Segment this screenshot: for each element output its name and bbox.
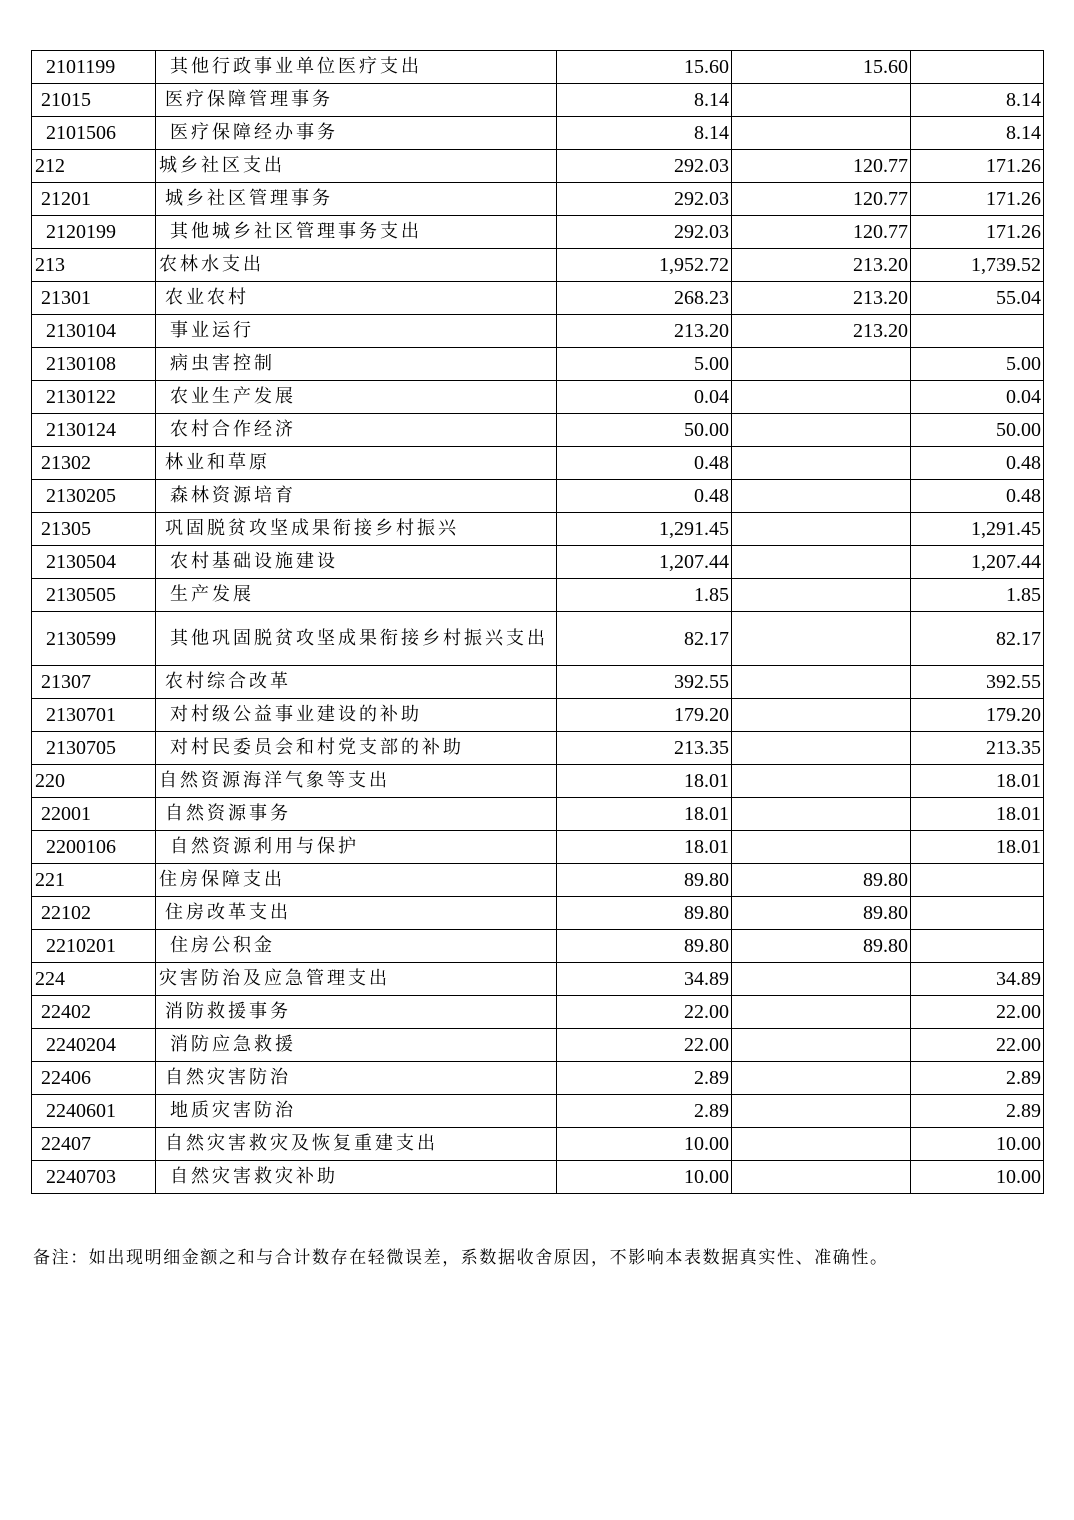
subject-name-cell: 灾害防治及应急管理支出 [156, 963, 557, 996]
subject-name-cell: 自然资源事务 [156, 798, 557, 831]
table-row [32, 666, 1044, 699]
subject-name-cell: 其他城乡社区管理事务支出 [156, 216, 557, 249]
project-expenditure-cell [911, 315, 1044, 348]
project-expenditure-cell: 34.89 [911, 963, 1044, 996]
total-amount-cell: 15.60 [557, 51, 732, 84]
table-body [32, 51, 1044, 1194]
total-amount-cell: 82.17 [557, 612, 732, 666]
subject-code-cell: 22407 [32, 1128, 156, 1161]
subject-code-cell: 2210201 [32, 930, 156, 963]
total-amount-cell: 292.03 [557, 150, 732, 183]
subject-code-cell: 2130122 [32, 381, 156, 414]
subject-name-cell: 消防应急救援 [156, 1029, 557, 1062]
table-row [32, 996, 1044, 1029]
basic-expenditure-cell [732, 546, 911, 579]
subject-code-cell: 21201 [32, 183, 156, 216]
subject-name-cell: 其他巩固脱贫攻坚成果衔接乡村振兴支出 [156, 612, 557, 666]
basic-expenditure-cell: 213.20 [732, 249, 911, 282]
subject-code-cell: 21307 [32, 666, 156, 699]
project-expenditure-cell: 5.00 [911, 348, 1044, 381]
total-amount-cell: 179.20 [557, 699, 732, 732]
basic-expenditure-cell [732, 798, 911, 831]
project-expenditure-cell [911, 51, 1044, 84]
project-expenditure-cell [911, 864, 1044, 897]
table-row [32, 765, 1044, 798]
total-amount-cell: 1,291.45 [557, 513, 732, 546]
table-row [32, 513, 1044, 546]
total-amount-cell: 34.89 [557, 963, 732, 996]
table-row [32, 864, 1044, 897]
total-amount-cell: 392.55 [557, 666, 732, 699]
project-expenditure-cell: 18.01 [911, 831, 1044, 864]
basic-expenditure-cell [732, 381, 911, 414]
project-expenditure-cell: 2.89 [911, 1095, 1044, 1128]
project-expenditure-cell: 22.00 [911, 1029, 1044, 1062]
total-amount-cell: 213.35 [557, 732, 732, 765]
basic-expenditure-cell [732, 348, 911, 381]
basic-expenditure-cell: 120.77 [732, 183, 911, 216]
project-expenditure-cell: 213.35 [911, 732, 1044, 765]
project-expenditure-cell: 179.20 [911, 699, 1044, 732]
subject-code-cell: 21015 [32, 84, 156, 117]
total-amount-cell: 10.00 [557, 1128, 732, 1161]
subject-name-cell: 生产发展 [156, 579, 557, 612]
total-amount-cell: 2.89 [557, 1062, 732, 1095]
subject-code-cell: 2240601 [32, 1095, 156, 1128]
basic-expenditure-cell [732, 666, 911, 699]
project-expenditure-cell: 8.14 [911, 84, 1044, 117]
project-expenditure-cell: 1,739.52 [911, 249, 1044, 282]
project-expenditure-cell: 171.26 [911, 216, 1044, 249]
table-row [32, 612, 1044, 666]
table-row [32, 414, 1044, 447]
footnote: 备注：如出现明细金额之和与合计数存在轻微误差，系数据收舍原因，不影响本表数据真实性、准确性。 [33, 1248, 889, 1268]
table-row [32, 216, 1044, 249]
total-amount-cell: 0.04 [557, 381, 732, 414]
basic-expenditure-cell [732, 996, 911, 1029]
basic-expenditure-cell [732, 699, 911, 732]
subject-name-cell: 自然资源利用与保护 [156, 831, 557, 864]
project-expenditure-cell [911, 930, 1044, 963]
project-expenditure-cell: 171.26 [911, 150, 1044, 183]
basic-expenditure-cell [732, 765, 911, 798]
basic-expenditure-cell: 89.80 [732, 864, 911, 897]
table-row [32, 897, 1044, 930]
basic-expenditure-cell [732, 963, 911, 996]
subject-name-cell: 巩固脱贫攻坚成果衔接乡村振兴 [156, 513, 557, 546]
basic-expenditure-cell [732, 1128, 911, 1161]
project-expenditure-cell: 22.00 [911, 996, 1044, 1029]
table-row [32, 183, 1044, 216]
subject-name-cell: 农林水支出 [156, 249, 557, 282]
subject-code-cell: 212 [32, 150, 156, 183]
subject-code-cell: 2200106 [32, 831, 156, 864]
subject-name-cell: 森林资源培育 [156, 480, 557, 513]
table-row [32, 381, 1044, 414]
table-row [32, 1062, 1044, 1095]
project-expenditure-cell: 1,291.45 [911, 513, 1044, 546]
table-row [32, 447, 1044, 480]
subject-code-cell: 22102 [32, 897, 156, 930]
subject-code-cell: 224 [32, 963, 156, 996]
table-row [32, 1095, 1044, 1128]
subject-code-cell: 2130205 [32, 480, 156, 513]
table-row [32, 732, 1044, 765]
subject-code-cell: 2130104 [32, 315, 156, 348]
basic-expenditure-cell: 15.60 [732, 51, 911, 84]
project-expenditure-cell: 55.04 [911, 282, 1044, 315]
total-amount-cell: 0.48 [557, 480, 732, 513]
basic-expenditure-cell [732, 612, 911, 666]
table-row [32, 798, 1044, 831]
subject-name-cell: 地质灾害防治 [156, 1095, 557, 1128]
subject-code-cell: 21305 [32, 513, 156, 546]
total-amount-cell: 89.80 [557, 930, 732, 963]
total-amount-cell: 22.00 [557, 1029, 732, 1062]
subject-name-cell: 病虫害控制 [156, 348, 557, 381]
table-row [32, 546, 1044, 579]
project-expenditure-cell: 82.17 [911, 612, 1044, 666]
subject-name-cell: 自然灾害救灾补助 [156, 1161, 557, 1194]
project-expenditure-cell: 50.00 [911, 414, 1044, 447]
basic-expenditure-cell [732, 831, 911, 864]
subject-code-cell: 2130701 [32, 699, 156, 732]
project-expenditure-cell: 8.14 [911, 117, 1044, 150]
basic-expenditure-cell [732, 480, 911, 513]
subject-code-cell: 2240204 [32, 1029, 156, 1062]
table-row [32, 150, 1044, 183]
total-amount-cell: 10.00 [557, 1161, 732, 1194]
basic-expenditure-cell: 213.20 [732, 315, 911, 348]
total-amount-cell: 8.14 [557, 117, 732, 150]
project-expenditure-cell: 18.01 [911, 798, 1044, 831]
total-amount-cell: 292.03 [557, 216, 732, 249]
basic-expenditure-cell [732, 84, 911, 117]
subject-name-cell: 住房公积金 [156, 930, 557, 963]
subject-name-cell: 农村基础设施建设 [156, 546, 557, 579]
project-expenditure-cell: 1,207.44 [911, 546, 1044, 579]
subject-name-cell: 农业农村 [156, 282, 557, 315]
basic-expenditure-cell: 120.77 [732, 150, 911, 183]
subject-code-cell: 221 [32, 864, 156, 897]
table-row [32, 831, 1044, 864]
subject-name-cell: 城乡社区支出 [156, 150, 557, 183]
table-row [32, 84, 1044, 117]
table-row [32, 1128, 1044, 1161]
subject-code-cell: 2130705 [32, 732, 156, 765]
basic-expenditure-cell [732, 1095, 911, 1128]
project-expenditure-cell: 0.48 [911, 480, 1044, 513]
total-amount-cell: 1.85 [557, 579, 732, 612]
total-amount-cell: 18.01 [557, 798, 732, 831]
subject-name-cell: 住房保障支出 [156, 864, 557, 897]
subject-code-cell: 2130599 [32, 612, 156, 666]
subject-name-cell: 事业运行 [156, 315, 557, 348]
total-amount-cell: 0.48 [557, 447, 732, 480]
total-amount-cell: 8.14 [557, 84, 732, 117]
table-row [32, 117, 1044, 150]
total-amount-cell: 50.00 [557, 414, 732, 447]
table-row [32, 963, 1044, 996]
subject-name-cell: 医疗保障经办事务 [156, 117, 557, 150]
table-row [32, 930, 1044, 963]
subject-name-cell: 住房改革支出 [156, 897, 557, 930]
basic-expenditure-cell [732, 513, 911, 546]
subject-code-cell: 2130504 [32, 546, 156, 579]
total-amount-cell: 89.80 [557, 897, 732, 930]
subject-code-cell: 2101199 [32, 51, 156, 84]
subject-code-cell: 2120199 [32, 216, 156, 249]
total-amount-cell: 5.00 [557, 348, 732, 381]
project-expenditure-cell: 2.89 [911, 1062, 1044, 1095]
total-amount-cell: 89.80 [557, 864, 732, 897]
total-amount-cell: 22.00 [557, 996, 732, 1029]
basic-expenditure-cell [732, 414, 911, 447]
subject-code-cell: 2130505 [32, 579, 156, 612]
table-row [32, 579, 1044, 612]
project-expenditure-cell: 10.00 [911, 1161, 1044, 1194]
subject-code-cell: 213 [32, 249, 156, 282]
project-expenditure-cell: 18.01 [911, 765, 1044, 798]
table-row [32, 315, 1044, 348]
total-amount-cell: 292.03 [557, 183, 732, 216]
table-row [32, 480, 1044, 513]
subject-code-cell: 22406 [32, 1062, 156, 1095]
subject-code-cell: 22402 [32, 996, 156, 1029]
subject-name-cell: 农村综合改革 [156, 666, 557, 699]
table-row [32, 1029, 1044, 1062]
subject-name-cell: 对村级公益事业建设的补助 [156, 699, 557, 732]
subject-code-cell: 22001 [32, 798, 156, 831]
subject-name-cell: 消防救援事务 [156, 996, 557, 1029]
basic-expenditure-cell [732, 1161, 911, 1194]
total-amount-cell: 2.89 [557, 1095, 732, 1128]
subject-code-cell: 2101506 [32, 117, 156, 150]
subject-code-cell: 2240703 [32, 1161, 156, 1194]
subject-name-cell: 林业和草原 [156, 447, 557, 480]
subject-name-cell: 自然资源海洋气象等支出 [156, 765, 557, 798]
subject-name-cell: 农业生产发展 [156, 381, 557, 414]
subject-name-cell: 其他行政事业单位医疗支出 [156, 51, 557, 84]
basic-expenditure-cell [732, 117, 911, 150]
table-row [32, 1161, 1044, 1194]
project-expenditure-cell: 1.85 [911, 579, 1044, 612]
subject-code-cell: 2130124 [32, 414, 156, 447]
basic-expenditure-cell: 120.77 [732, 216, 911, 249]
project-expenditure-cell: 0.48 [911, 447, 1044, 480]
table-row [32, 282, 1044, 315]
table-row [32, 348, 1044, 381]
total-amount-cell: 268.23 [557, 282, 732, 315]
basic-expenditure-cell [732, 447, 911, 480]
subject-name-cell: 对村民委员会和村党支部的补助 [156, 732, 557, 765]
subject-name-cell: 自然灾害防治 [156, 1062, 557, 1095]
basic-expenditure-cell [732, 1029, 911, 1062]
project-expenditure-cell: 392.55 [911, 666, 1044, 699]
expenditure-table [31, 50, 1044, 1194]
subject-code-cell: 2130108 [32, 348, 156, 381]
total-amount-cell: 18.01 [557, 831, 732, 864]
total-amount-cell: 18.01 [557, 765, 732, 798]
project-expenditure-cell: 0.04 [911, 381, 1044, 414]
table-row [32, 699, 1044, 732]
basic-expenditure-cell [732, 579, 911, 612]
subject-code-cell: 21301 [32, 282, 156, 315]
table-row [32, 249, 1044, 282]
basic-expenditure-cell: 213.20 [732, 282, 911, 315]
project-expenditure-cell: 10.00 [911, 1128, 1044, 1161]
basic-expenditure-cell: 89.80 [732, 930, 911, 963]
project-expenditure-cell: 171.26 [911, 183, 1044, 216]
subject-code-cell: 21302 [32, 447, 156, 480]
total-amount-cell: 213.20 [557, 315, 732, 348]
subject-code-cell: 220 [32, 765, 156, 798]
subject-name-cell: 城乡社区管理事务 [156, 183, 557, 216]
basic-expenditure-cell: 89.80 [732, 897, 911, 930]
subject-name-cell: 农村合作经济 [156, 414, 557, 447]
subject-name-cell: 医疗保障管理事务 [156, 84, 557, 117]
subject-name-cell: 自然灾害救灾及恢复重建支出 [156, 1128, 557, 1161]
table-row [32, 51, 1044, 84]
basic-expenditure-cell [732, 732, 911, 765]
total-amount-cell: 1,952.72 [557, 249, 732, 282]
total-amount-cell: 1,207.44 [557, 546, 732, 579]
project-expenditure-cell [911, 897, 1044, 930]
basic-expenditure-cell [732, 1062, 911, 1095]
